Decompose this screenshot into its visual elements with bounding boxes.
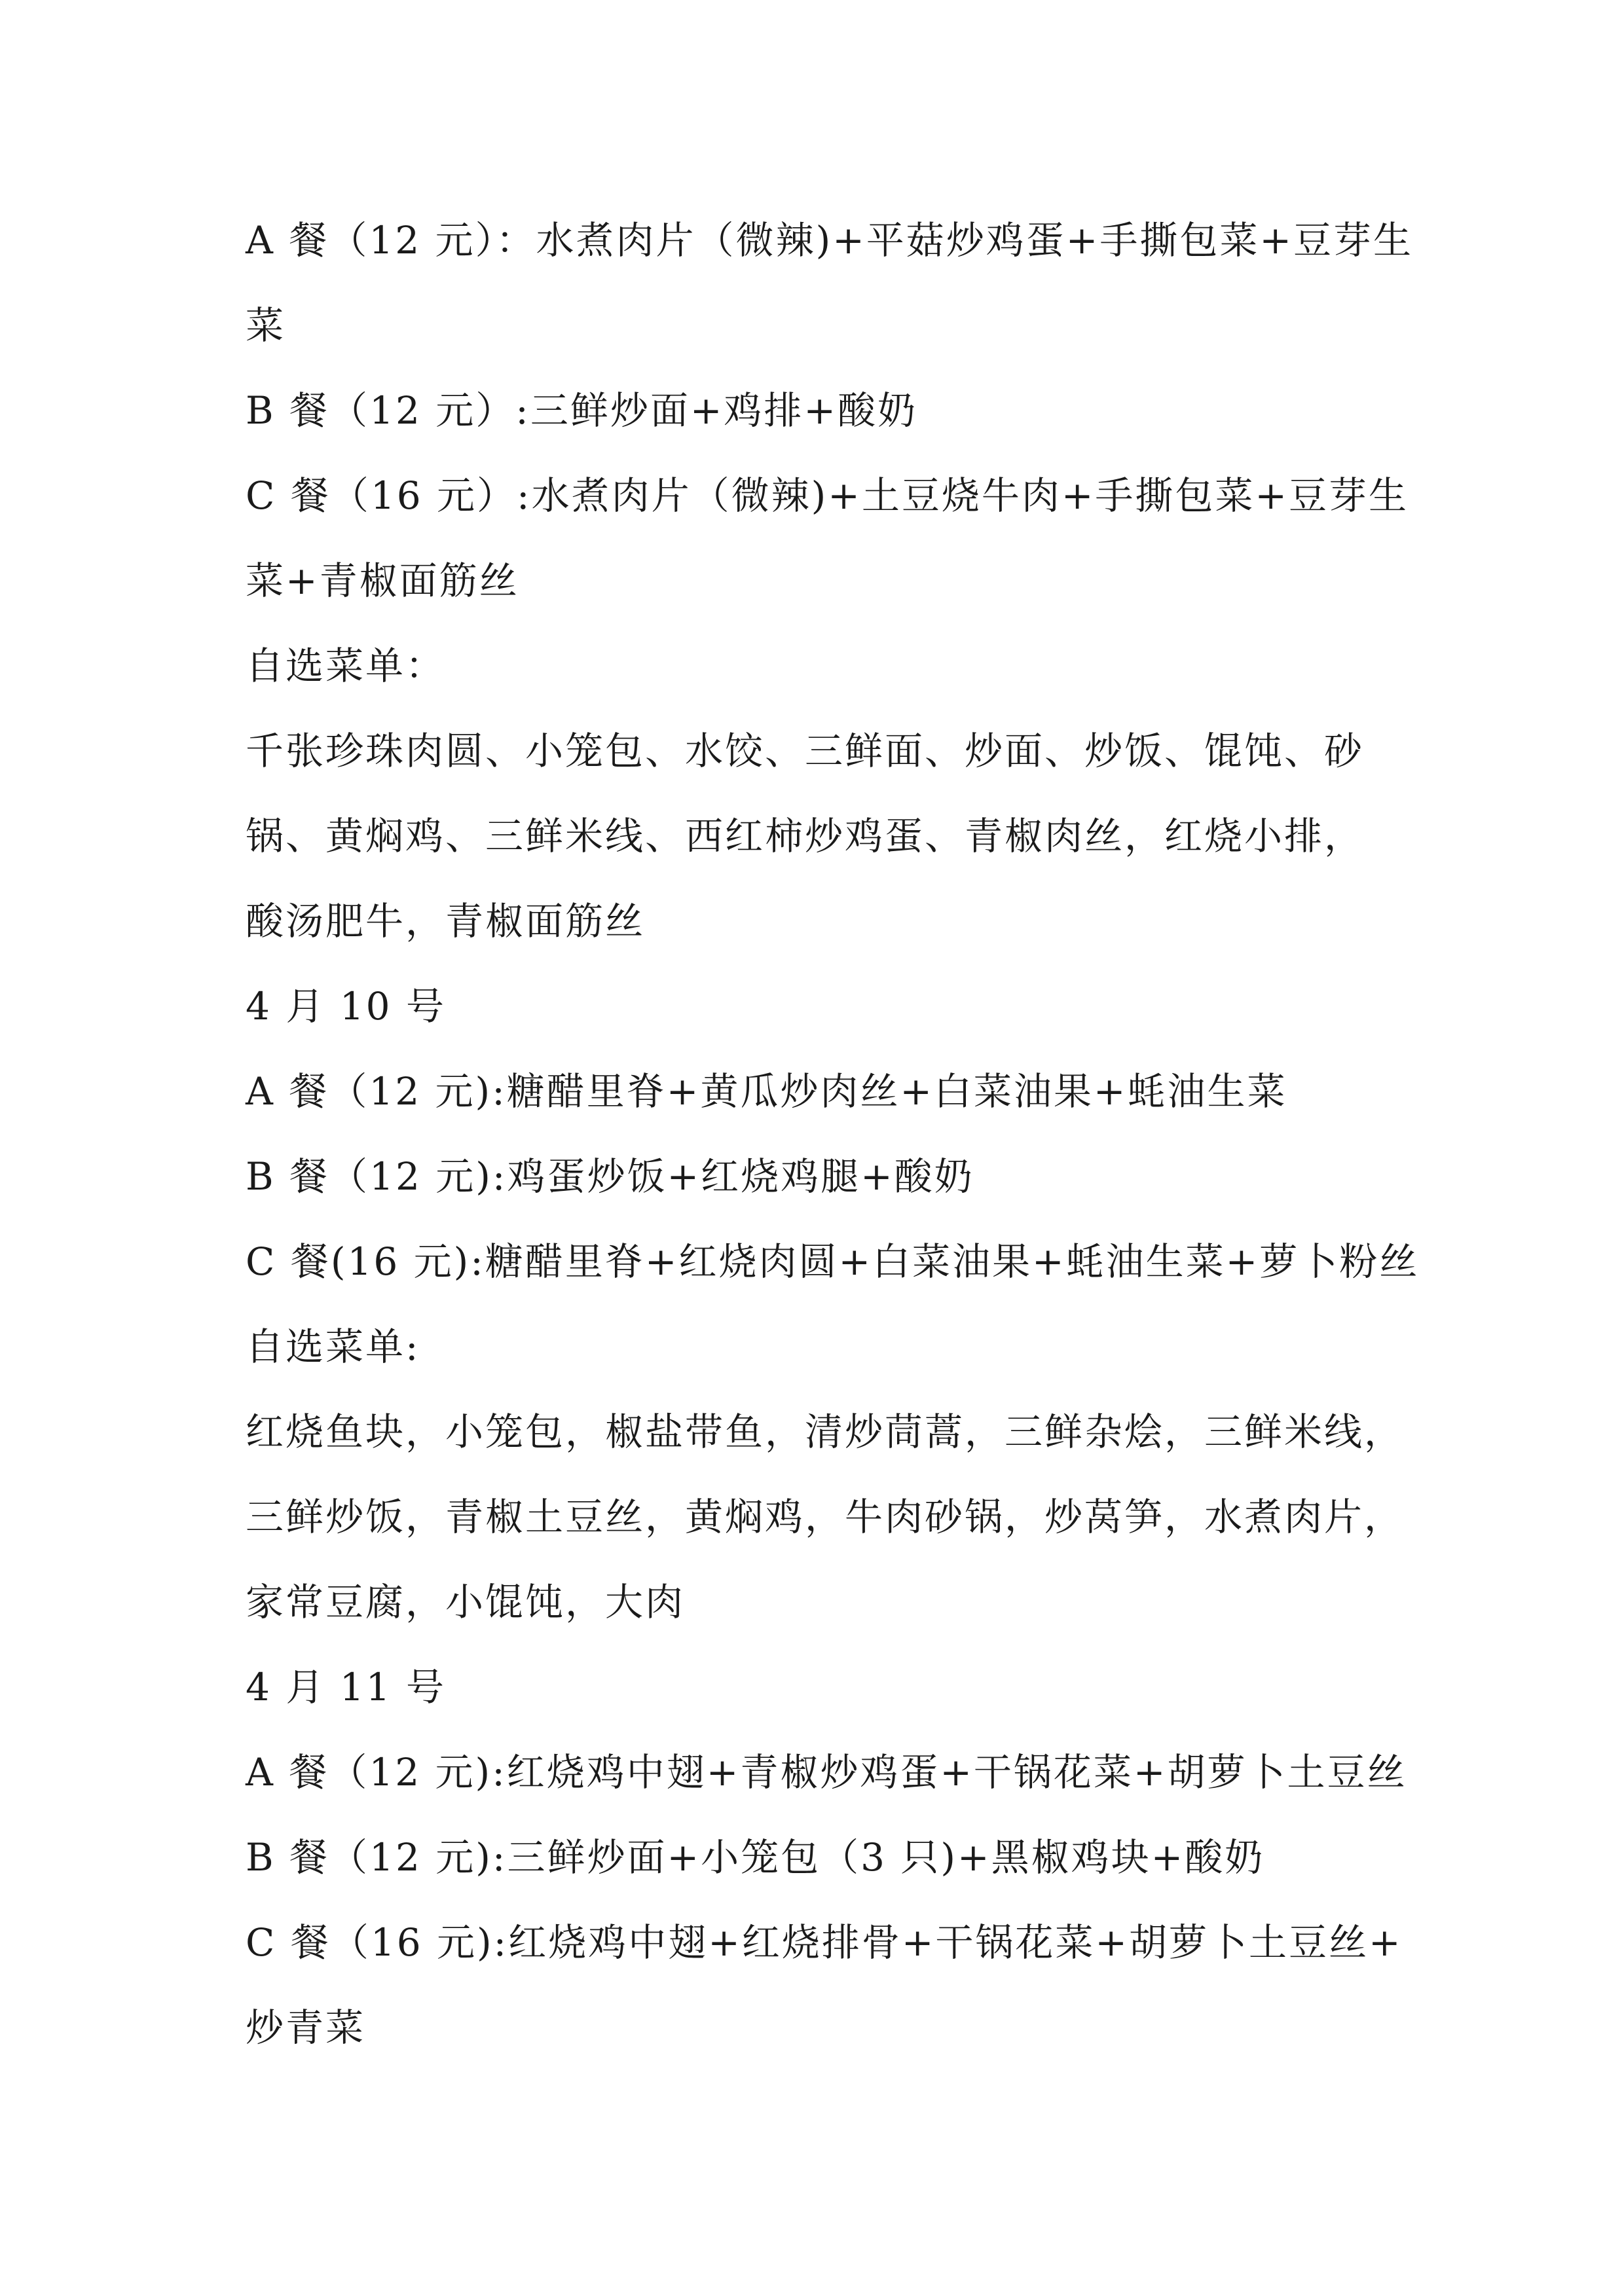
text-line: B 餐（12 元):三鲜炒面+小笼包（3 只)+黑椒鸡块+酸奶: [246, 1835, 1265, 1880]
text-line: 菜: [246, 303, 286, 348]
text-line: 酸汤肥牛，青椒面筋丝: [246, 899, 646, 943]
text-line: 家常豆腐，小馄饨，大肉: [246, 1580, 686, 1624]
text-line: 菜+青椒面筋丝: [246, 558, 519, 603]
text-line: A 餐（12 元):红烧鸡中翅+青椒炒鸡蛋+干锅花菜+胡萝卜土豆丝: [246, 1750, 1407, 1795]
date-heading: 4 月 11 号: [246, 1665, 447, 1709]
section-heading: 自选菜单：: [246, 644, 446, 688]
text-line: 三鲜炒饭，青椒土豆丝，黄焖鸡，牛肉砂锅，炒莴笋，水煮肉片，: [246, 1495, 1405, 1539]
text-line: C 餐（16 元):红烧鸡中翅+红烧排骨+干锅花菜+胡萝卜土豆丝+: [246, 1920, 1403, 1965]
date-heading: 4 月 10 号: [246, 984, 447, 1029]
text-line: 炒青菜: [246, 2005, 366, 2050]
text-line: 红烧鱼块，小笼包，椒盐带鱼，清炒茼蒿，三鲜杂烩，三鲜米线，: [246, 1410, 1405, 1454]
text-line: 千张珍珠肉圆、小笼包、水饺、三鲜面、炒面、炒饭、馄饨、砂: [246, 729, 1365, 773]
text-line: 锅、黄焖鸡、三鲜米线、西红柿炒鸡蛋、青椒肉丝，红烧小排，: [246, 814, 1365, 858]
menu-text-body: [246, 198, 1420, 2070]
text-line: B 餐（12 元）:三鲜炒面+鸡排+酸奶: [246, 388, 918, 433]
text-line: C 餐（16 元）:水煮肉片（微辣)+土豆烧牛肉+手撕包菜+豆芽生: [246, 473, 1409, 518]
text-line: A 餐（12 元):糖醋里脊+黄瓜炒肉丝+白菜油果+蚝油生菜: [246, 1069, 1287, 1114]
text-line: A 餐（12 元）：水煮肉片（微辣)+平菇炒鸡蛋+手撕包菜+豆芽生: [246, 218, 1413, 263]
text-line: B 餐（12 元):鸡蛋炒饭+红烧鸡腿+酸奶: [246, 1154, 974, 1199]
section-heading: 自选菜单:: [246, 1324, 420, 1369]
text-line: C 餐(16 元):糖醋里脊+红烧肉圆+白菜油果+蚝油生菜+萝卜粉丝: [246, 1239, 1420, 1284]
